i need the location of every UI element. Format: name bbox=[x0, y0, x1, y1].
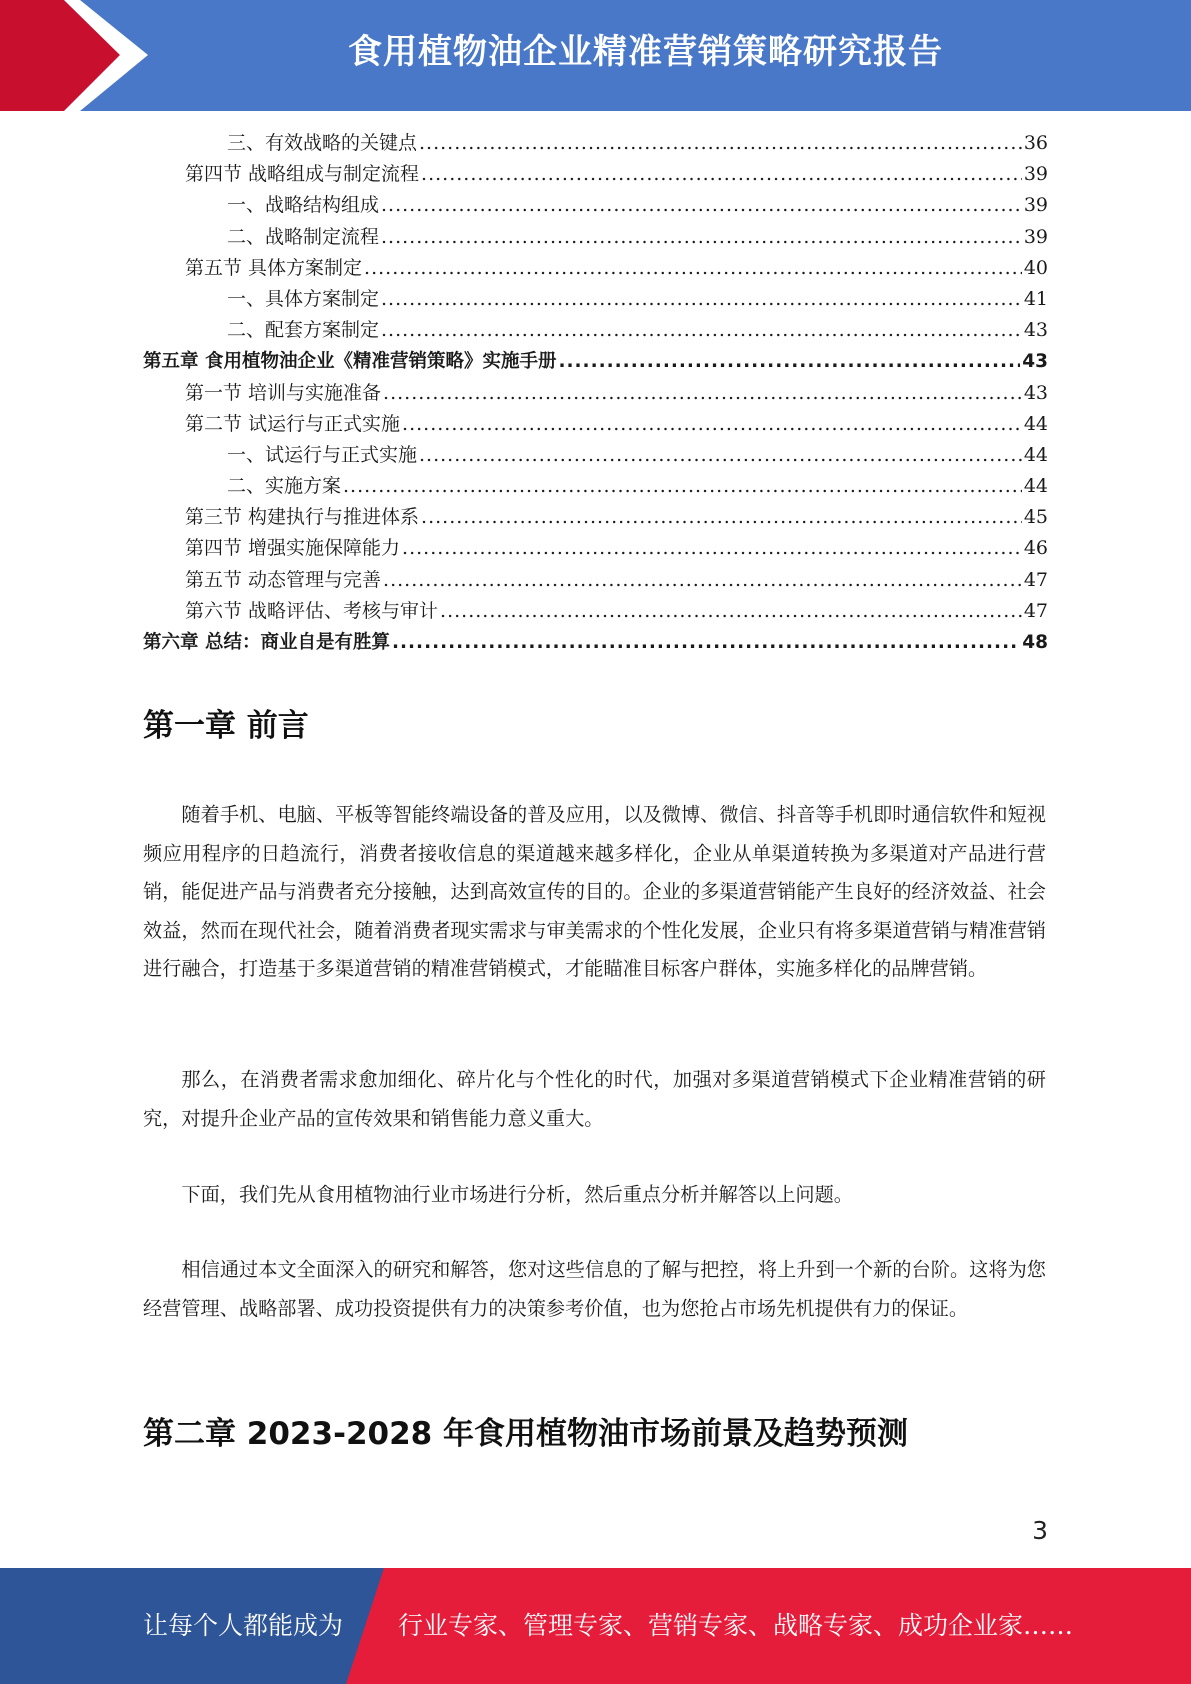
page-footer bbox=[0, 1568, 1191, 1684]
report-title: 食用植物油企业精准营销策略研究报告 bbox=[348, 32, 943, 72]
toc-leader-dots bbox=[381, 315, 1022, 346]
toc-leader-dots bbox=[381, 222, 1022, 253]
toc-entry[interactable] bbox=[143, 190, 1048, 221]
toc-entry[interactable] bbox=[143, 378, 1048, 409]
toc-entry[interactable] bbox=[143, 565, 1048, 596]
toc-leader-dots bbox=[383, 565, 1022, 596]
toc-leader-dots bbox=[421, 159, 1022, 190]
toc-entry-page: 36 bbox=[1023, 132, 1048, 154]
page-number: 3 bbox=[1032, 1516, 1048, 1545]
toc-entry[interactable] bbox=[143, 159, 1048, 190]
toc-leader-dots bbox=[558, 346, 1020, 377]
toc-chapter-entry[interactable] bbox=[143, 346, 1048, 377]
toc-entry-text: 第四节 增强实施保障能力 bbox=[185, 537, 401, 560]
toc-entry-page: 40 bbox=[1023, 256, 1048, 279]
toc-entry-page: 43 bbox=[1023, 319, 1048, 342]
toc-entry-page: 46 bbox=[1023, 537, 1048, 560]
toc-entry[interactable] bbox=[143, 222, 1048, 253]
toc-entry-text: 第六节 战略评估、考核与审计 bbox=[185, 599, 439, 622]
toc-entry-text: 二、实施方案 bbox=[227, 475, 342, 498]
toc-entry-page: 41 bbox=[1023, 287, 1048, 310]
toc-entry[interactable] bbox=[143, 128, 1048, 159]
toc-leader-dots bbox=[419, 440, 1022, 471]
toc-entry-page: 48 bbox=[1022, 632, 1048, 653]
chapter-2-heading: 第二章 2023-2028 年食用植物油市场前景及趋势预测 bbox=[143, 1416, 909, 1452]
toc-leader-dots bbox=[421, 502, 1022, 533]
page-header bbox=[0, 0, 1191, 111]
toc-entry[interactable] bbox=[143, 471, 1048, 502]
toc-leader-dots bbox=[392, 627, 1020, 658]
toc-entry-page: 45 bbox=[1023, 506, 1048, 529]
toc-entry[interactable] bbox=[143, 596, 1048, 627]
toc-leader-dots bbox=[381, 284, 1022, 315]
toc-chapter-entry[interactable] bbox=[143, 627, 1048, 658]
toc-leader-dots bbox=[402, 533, 1022, 564]
toc-entry-page: 39 bbox=[1023, 225, 1048, 248]
toc-entry-page: 39 bbox=[1023, 163, 1048, 186]
toc-entry-text: 第四节 战略组成与制定流程 bbox=[185, 163, 420, 186]
toc-entry-page: 47 bbox=[1023, 568, 1048, 591]
toc-leader-dots bbox=[364, 253, 1022, 284]
footer-slogan-right: 行业专家、管理专家、营销专家、战略专家、成功企业家…… bbox=[398, 1611, 1074, 1640]
toc-leader-dots bbox=[381, 190, 1022, 221]
toc-entry-text: 第六章 总结：商业自是有胜算 bbox=[143, 632, 390, 653]
toc-entry[interactable] bbox=[143, 502, 1048, 533]
chapter-1-paragraph-4: 相信通过本文全面深入的研究和解答，您对这些信息的了解与把控，将上升到一个新的台阶。这将为您经营管理、战略部署、成功投资提供有力的决策参考价值，也为您抢占市场先机提供有力的保证。 bbox=[143, 1258, 1046, 1320]
header-chevron-graphic bbox=[0, 0, 160, 111]
toc-entry-text: 一、战略结构组成 bbox=[227, 194, 380, 217]
chapter-1-heading: 第一章 前言 bbox=[143, 708, 309, 744]
toc-entry-text: 第一节 培训与实施准备 bbox=[185, 381, 382, 404]
chapter-1-paragraph-1: 随着手机、电脑、平板等智能终端设备的普及应用，以及微博、微信、抖音等手机即时通信软件和短视频应用程序的日趋流行，消费者接收信息的渠道越来越多样化，企业从单渠道转换为多渠道对产品进行营销，能促进产品与消费者充分接触，达到高效宣传的目的。企业的多渠道营销能产生良好的经济效益、社会效益，然而在现代社会，随着消费者现实需求与审美需求的个性化发展，企业只有将多渠道营销与精准营销进行融合，打造基于多渠道营销的精准营销模式，才能瞄准目标客户群体，实施多样化的品牌营销。 bbox=[143, 803, 1046, 980]
toc-entry-page: 39 bbox=[1023, 194, 1048, 217]
toc-leader-dots bbox=[440, 596, 1022, 627]
toc-entry[interactable] bbox=[143, 284, 1048, 315]
toc-leader-dots bbox=[383, 378, 1022, 409]
toc-entry-text: 第三节 构建执行与推进体系 bbox=[185, 506, 420, 529]
toc-entry-page: 43 bbox=[1022, 351, 1048, 373]
toc-leader-dots bbox=[343, 471, 1022, 502]
toc-entry-text: 二、配套方案制定 bbox=[227, 319, 380, 342]
toc-entry-text: 第五节 动态管理与完善 bbox=[185, 568, 382, 591]
toc-entry[interactable] bbox=[143, 409, 1048, 440]
toc-entry-text: 第二节 试运行与正式实施 bbox=[185, 412, 401, 435]
toc-entry[interactable] bbox=[143, 440, 1048, 471]
toc-entry-text: 二、战略制定流程 bbox=[227, 225, 380, 248]
toc-entry[interactable] bbox=[143, 315, 1048, 346]
toc-entry-text: 第五节 具体方案制定 bbox=[185, 256, 363, 279]
toc-entry-text: 第五章 食用植物油企业《精准营销策略》实施手册 bbox=[143, 351, 557, 373]
toc-leader-dots bbox=[419, 128, 1022, 159]
table-of-contents bbox=[143, 128, 1048, 658]
toc-entry-text: 一、试运行与正式实施 bbox=[227, 443, 418, 466]
footer-slogan-left: 让每个人都能成为 bbox=[143, 1611, 344, 1640]
toc-entry[interactable] bbox=[143, 533, 1048, 564]
toc-entry-page: 44 bbox=[1023, 475, 1048, 498]
chapter-1-paragraph-2: 那么，在消费者需求愈加细化、碎片化与个性化的时代，加强对多渠道营销模式下企业精准营销的研究，对提升企业产品的宣传效果和销售能力意义重大。 bbox=[143, 1068, 1046, 1130]
toc-entry-page: 44 bbox=[1023, 443, 1048, 466]
toc-entry-text: 一、具体方案制定 bbox=[227, 287, 380, 310]
toc-entry-page: 44 bbox=[1023, 412, 1048, 435]
chapter-1-paragraph-3: 下面，我们先从食用植物油行业市场进行分析，然后重点分析并解答以上问题。 bbox=[181, 1183, 853, 1206]
toc-leader-dots bbox=[402, 409, 1022, 440]
toc-entry[interactable] bbox=[143, 253, 1048, 284]
toc-entry-page: 47 bbox=[1023, 599, 1048, 622]
toc-entry-text: 三、有效战略的关键点 bbox=[227, 132, 418, 154]
toc-entry-page: 43 bbox=[1023, 381, 1048, 404]
